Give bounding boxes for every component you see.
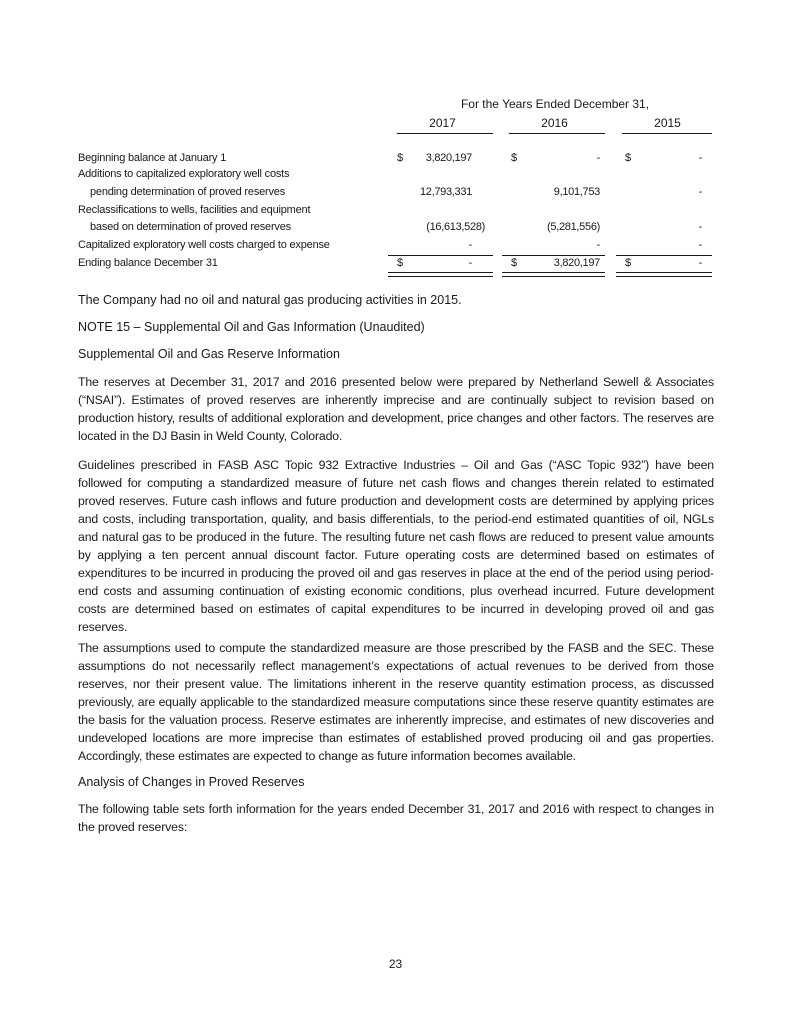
header-underline	[509, 133, 605, 134]
table-row	[0, 202, 791, 219]
table-row	[0, 184, 791, 201]
cell-2016: -	[596, 239, 600, 251]
cell-2015: -	[698, 186, 702, 198]
table-row	[0, 237, 791, 254]
cell-2015: -	[698, 152, 702, 164]
cell-2016: -	[596, 152, 600, 164]
table-header-title: For the Years Ended December 31,	[460, 97, 650, 111]
cell-2017: -	[468, 239, 472, 251]
page-number: 23	[388, 957, 403, 971]
row-label: Beginning balance at January 1	[78, 152, 227, 164]
total-double-rule	[388, 272, 493, 277]
currency-symbol: $	[397, 257, 404, 269]
table-year-2015: 2015	[654, 116, 681, 130]
table-row	[0, 166, 791, 183]
cell-2015: -	[698, 221, 702, 233]
cell-2016: (5,281,556)	[547, 221, 600, 233]
row-label: based on determination of proved reserves	[90, 221, 291, 233]
row-label: Reclassifications to wells, facilities and equipment	[78, 204, 311, 216]
currency-symbol: $	[625, 257, 632, 269]
row-label: pending determination of proved reserves	[90, 186, 286, 198]
paragraph-guidelines: Guidelines prescribed in FASB ASC Topic 932 Extractive Industries – Oil and Gas (“ASC Topic 932”) have been followed for computing a standardized measure of future net cash flows and changes therein related to estimated proved reserves. Future cash inflows and future production and development costs are determined by applying prices and costs, including transportation, quality, and basis differentials, to the period-end estimated quantities of oil, NGLs and natural gas to be produced in the future. The resulting future net cash flows are reduced to present value amounts by applying a ten percent annual discount factor. Future operating costs are determined based on estimates of expenditures to be incurred in producing the proved oil and gas reserves in place at the end of the period using period-end costs and assuming continuation of existing economic conditions, plus overhead incurred. Future development costs are determined based on estimates of capital expenditures to be incurred in developing proved oil and gas reserves.	[78, 458, 714, 634]
cell-2015: -	[698, 257, 702, 269]
row-label: Additions to capitalized exploratory well costs	[78, 168, 290, 180]
table-row-total	[0, 255, 791, 272]
total-double-rule	[502, 272, 605, 277]
table-year-2016: 2016	[541, 116, 568, 130]
currency-symbol: $	[397, 152, 404, 164]
section-subheading: Analysis of Changes in Proved Reserves	[78, 775, 305, 789]
cell-2017: -	[468, 257, 472, 269]
cell-2017: (16,613,528)	[426, 221, 485, 233]
row-label: Capitalized exploratory well costs charged to expense	[78, 239, 330, 251]
row-label: Ending balance December 31	[78, 257, 218, 269]
table-row	[0, 219, 791, 236]
note-heading: NOTE 15 – Supplemental Oil and Gas Information (Unaudited)	[78, 320, 425, 334]
paragraph-no-activity: The Company had no oil and natural gas producing activities in 2015.	[78, 293, 462, 307]
cell-2017: 3,820,197	[425, 152, 472, 164]
cell-2016: 9,101,753	[553, 186, 600, 198]
total-double-rule	[616, 272, 712, 277]
section-subheading: Supplemental Oil and Gas Reserve Information	[78, 347, 340, 361]
paragraph-reserves: The reserves at December 31, 2017 and 2016 presented below were prepared by Netherland Sewell & Associates (“NSAI”). Estimates of proved reserves are inherently imprecise and are continually subject to revision based on production history, results of additional exploration and development, price changes and other factors. The reserves are located in the DJ Basin in Weld County, Colorado.	[78, 375, 714, 443]
paragraph-assumptions: The assumptions used to compute the standardized measure are those prescribed by the FASB and the SEC. These assumptions do not necessarily reflect management’s expectations of actual revenues to be derived from those reserves, nor their present value. The limitations inherent in the reserve quantity estimation process, as discussed previously, are equally applicable to the standardized measure computations since these reserve quantity estimates are the basis for the valuation process. Reserve estimates are inherently imprecise, and estimates of new discoveries and undeveloped locations are more imprecise than estimates of established proved producing oil and gas properties. Accordingly, these estimates are expected to change as future information becomes available.	[78, 641, 714, 763]
currency-symbol: $	[511, 257, 518, 269]
paragraph-following: The following table sets forth information for the years ended December 31, 2017 and 2016 with respect to changes in the proved reserves:	[78, 802, 714, 834]
currency-symbol: $	[511, 152, 518, 164]
table-row	[0, 150, 791, 167]
cell-2017: 12,793,331	[419, 186, 472, 198]
header-underline	[622, 133, 712, 134]
currency-symbol: $	[625, 152, 632, 164]
cell-2015: -	[698, 239, 702, 251]
cell-2016: 3,820,197	[553, 257, 600, 269]
header-underline	[397, 133, 493, 134]
table-year-2017: 2017	[429, 116, 456, 130]
